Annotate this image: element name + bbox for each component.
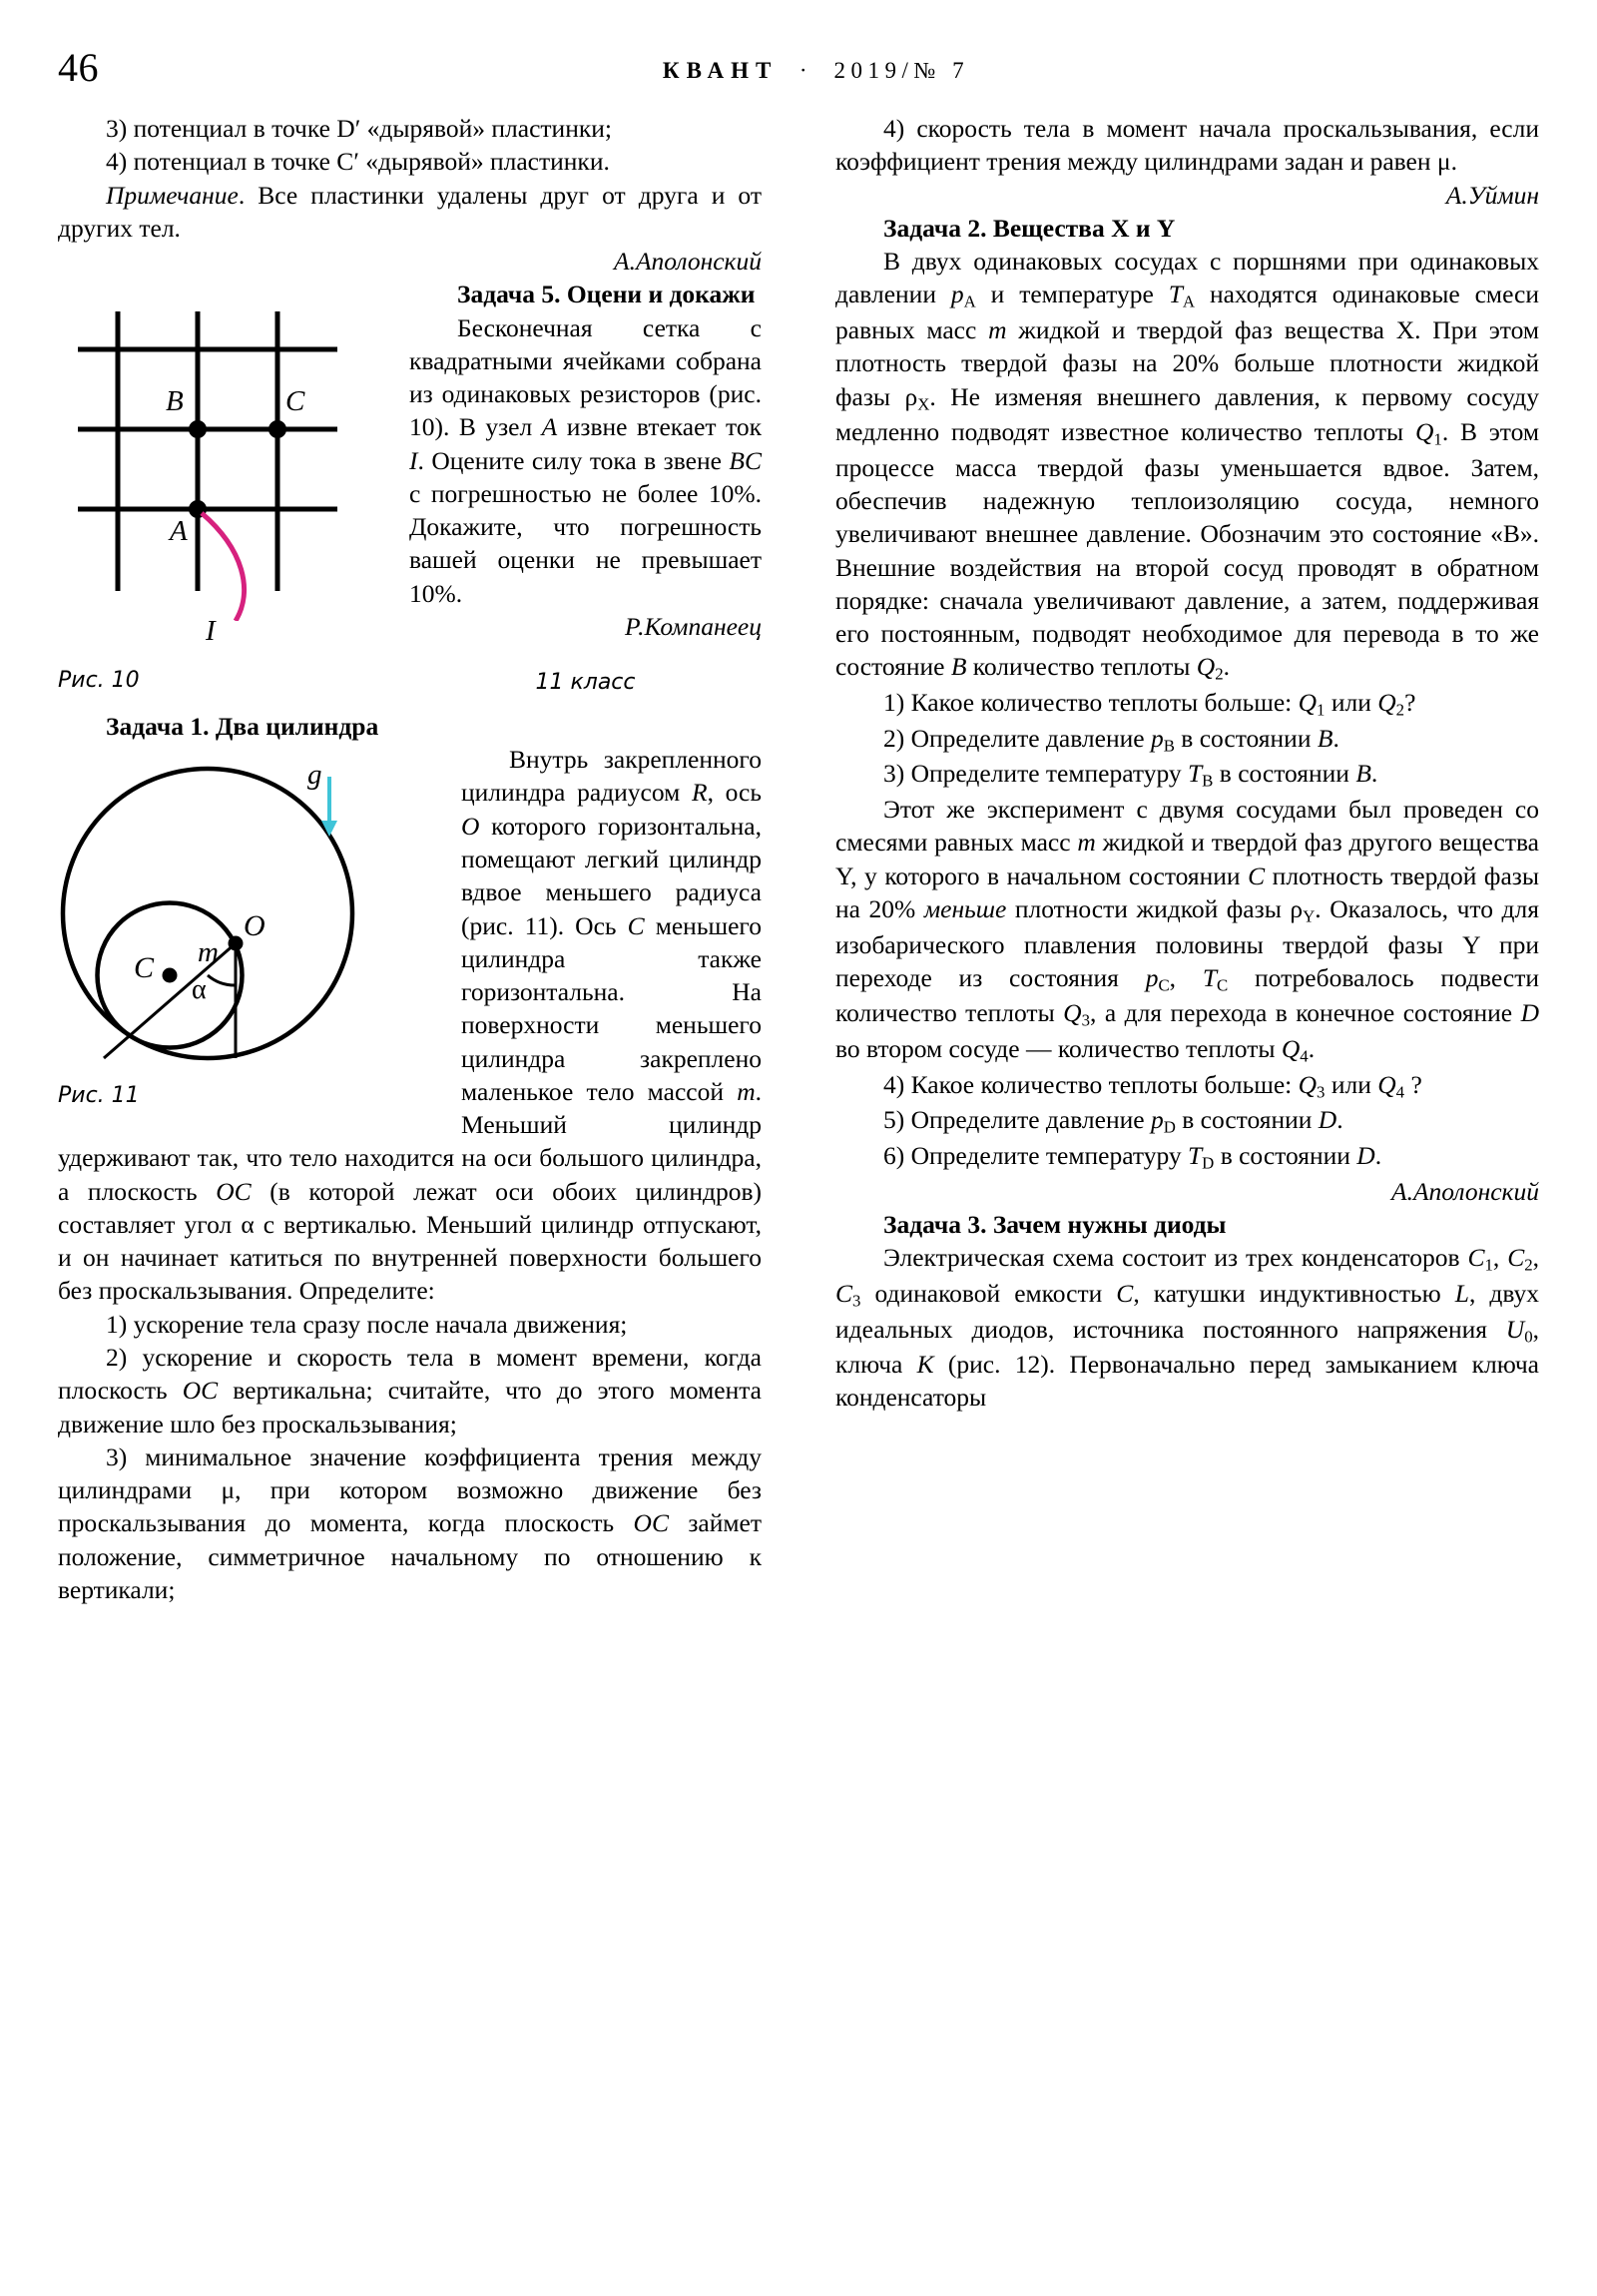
t1-seg-a: Внутрь закрепленного цилиндра радиусом bbox=[461, 745, 762, 808]
t2q1-sub-1: 1 bbox=[1317, 700, 1326, 720]
t2q3-b: в состоянии bbox=[1213, 759, 1356, 789]
t1-seg-b: , ось bbox=[707, 778, 762, 808]
t2q3-c: . bbox=[1370, 759, 1378, 789]
t2-sub-2: 2 bbox=[1215, 665, 1224, 685]
current-arrow bbox=[202, 513, 245, 621]
t2p2-c: плотность твердой фазы на 20% bbox=[835, 861, 1539, 923]
t2-var-B: B bbox=[950, 652, 967, 682]
t2q6-a: 6) Определите температуру bbox=[883, 1141, 1188, 1171]
t2p2-var-p: p bbox=[1145, 962, 1159, 992]
paragraph-item-4 bbox=[58, 145, 762, 178]
t3-sub-2: 2 bbox=[1524, 1255, 1533, 1275]
t1-seg-f: (в которой лежат оси обоих цилиндров) составляет угол bbox=[58, 1176, 763, 1239]
t3-sub-0: 0 bbox=[1524, 1327, 1533, 1347]
t2q3-a: 3) Определите температуру bbox=[883, 759, 1188, 789]
t5-seg1: Бесконечная сетка с квадратными ячейками собрана из одинаковых резисторов (рис. 10). В узел bbox=[409, 312, 762, 442]
label-m: m bbox=[198, 936, 219, 969]
t5-var-I: I bbox=[409, 445, 418, 475]
t2-sub-1: 1 bbox=[1433, 429, 1442, 449]
t2q4-a: 4) Какое количество теплоты больше: bbox=[883, 1069, 1299, 1099]
item-3-text: 3) потенциал в точке D′ «дырявой» пластинки; bbox=[106, 114, 612, 143]
t2-seg-e: . Не изменяя внешнего давления, к первому сосуду медленно подводят известное количество теплоты bbox=[835, 381, 1539, 447]
t5-seg2: извне втекает ток bbox=[557, 412, 762, 442]
t1-q2-a: 2) ускорение и скорость тела в момент времени, когда плоскость bbox=[58, 1343, 762, 1406]
label-A: A bbox=[170, 515, 188, 548]
grade-label: 11 класс bbox=[535, 670, 636, 696]
t3-e: , катушки индуктивностью bbox=[1133, 1278, 1455, 1308]
t3-c: , bbox=[1532, 1243, 1539, 1273]
t2-sub-A2: A bbox=[1182, 292, 1196, 312]
figure-11 bbox=[58, 749, 443, 1111]
t1-seg-d: меньшего цилиндра также горизонтальна. На поверхности меньшего цилиндра закреплено маленькое тело массой bbox=[461, 910, 762, 1106]
paragraph-note bbox=[58, 179, 762, 246]
t3-g: , ключа bbox=[835, 1314, 1539, 1380]
node-B bbox=[189, 420, 207, 438]
t2p2-emph-menshe: меньше bbox=[923, 893, 1007, 923]
task-1-question-2 bbox=[58, 1341, 762, 1440]
t2-seg-a: В двух одинаковых сосудах с поршнями при одинаковых давлении bbox=[835, 247, 1539, 309]
t1-var-OC-1: OC bbox=[216, 1176, 252, 1206]
t3-var-C2: C bbox=[1507, 1243, 1525, 1273]
t1-var-R: R bbox=[691, 778, 708, 808]
t2q6-b: в состоянии bbox=[1214, 1141, 1357, 1171]
task-3-paragraph-1 bbox=[835, 1241, 1539, 1415]
author-uymin: А.Уймин bbox=[1445, 180, 1539, 210]
t3-d: одинаковой емкости bbox=[860, 1278, 1117, 1308]
task-1-question-3 bbox=[58, 1440, 762, 1606]
t1-var-C: C bbox=[627, 910, 645, 940]
figure-11-graphic bbox=[58, 749, 413, 1078]
q4-b: . bbox=[1450, 147, 1457, 177]
task-2-question-6 bbox=[835, 1139, 1539, 1175]
q4-a: 4) скорость тела в момент начала проскальзывания, если коэффициент трения между цилиндрами задан и равен bbox=[835, 114, 1539, 177]
figure-10-caption: Рис. 10 bbox=[58, 668, 140, 694]
task-2-question-5 bbox=[835, 1103, 1539, 1139]
task-3-heading: Задача 3. Зачем нужны диоды bbox=[883, 1209, 1227, 1239]
t5-var-BC: BC bbox=[729, 445, 762, 475]
note-label: Примечание bbox=[106, 180, 239, 210]
t2p2-var-Q3: Q bbox=[1063, 998, 1082, 1028]
t5-var-A: A bbox=[541, 412, 558, 442]
t2q1-var-Q1: Q bbox=[1298, 688, 1318, 718]
task-5-heading: Задача 5. Оцени и докажи bbox=[457, 280, 756, 309]
t1-q3-var-OC: OC bbox=[633, 1508, 669, 1538]
t1-q1-text: 1) ускорение тела сразу после начала движения; bbox=[106, 1309, 628, 1339]
header-separator: · bbox=[798, 58, 812, 83]
t1-q3-a: 3) минимальное значение коэффициента трения между цилиндрами bbox=[58, 1441, 762, 1505]
task-2-heading: Задача 2. Вещества X и Y bbox=[883, 213, 1176, 243]
t2-sub-A1: A bbox=[963, 292, 976, 312]
t1-q3-c: займет положение, симметричное начальному по отношению к вертикали; bbox=[58, 1508, 762, 1604]
t2-sub-X: X bbox=[917, 394, 930, 414]
task-2-paragraph-2 bbox=[835, 793, 1539, 1068]
t3-b: , bbox=[1492, 1243, 1508, 1273]
label-C-center: C bbox=[134, 951, 155, 985]
t2q3-var-T: T bbox=[1187, 759, 1203, 789]
t2q4-sub-3: 3 bbox=[1317, 1082, 1326, 1102]
left-column bbox=[58, 112, 762, 1606]
running-head bbox=[188, 40, 1539, 84]
t1-q2-var-OC: OC bbox=[182, 1376, 219, 1406]
label-B: B bbox=[166, 385, 184, 418]
t5-seg4: с погрешностью не более 10%. Докажите, что погрешность вашей оценки не превышает 10%. bbox=[409, 478, 762, 608]
t2p2-h: , а для перехода в конечное состояние bbox=[1090, 998, 1521, 1028]
t3-var-C1: C bbox=[1467, 1243, 1485, 1273]
t1-var-O: O bbox=[461, 811, 480, 841]
author-kompaneets: Р.Компанеец bbox=[625, 611, 762, 641]
task-1-heading: Задача 1. Два цилиндра bbox=[106, 711, 379, 741]
t2p2-a: Этот же эксперимент с двумя сосудами был проведен со смесями равных масс bbox=[835, 795, 1539, 858]
t2p2-sub-3: 3 bbox=[1081, 1011, 1091, 1031]
t1-var-m: m bbox=[737, 1076, 756, 1106]
grid-lines bbox=[78, 311, 337, 591]
t2p2-var-Q4: Q bbox=[1281, 1034, 1301, 1064]
t3-sub-3: 3 bbox=[852, 1291, 861, 1311]
angle-alpha-arc bbox=[208, 975, 236, 985]
point-C bbox=[163, 968, 178, 983]
t2p2-var-C: C bbox=[1248, 861, 1266, 890]
t2p2-var-T: T bbox=[1202, 962, 1218, 992]
t2p2-sub-4: 4 bbox=[1300, 1046, 1309, 1066]
page-number: 46 bbox=[58, 45, 99, 90]
t2-seg-c: находятся одинаковые смеси равных масс bbox=[835, 280, 1539, 344]
t2q2-var-p: p bbox=[1150, 723, 1164, 753]
t2q6-var-D: D bbox=[1356, 1141, 1375, 1171]
t2-seg-h: . bbox=[1223, 652, 1230, 682]
t1-seg-g: с вертикалью. Меньший цилиндр отпускают, и он начинает катиться по внутренней поверхности большего без проскальзывания. Определите: bbox=[58, 1209, 762, 1306]
t2q6-c: . bbox=[1374, 1141, 1382, 1171]
t2q5-var-p: p bbox=[1150, 1105, 1164, 1135]
figure-11-caption: Рис. 11 bbox=[58, 1083, 140, 1109]
t2q3-var-B: B bbox=[1355, 759, 1371, 789]
t2q2-a: 2) Определите давление bbox=[883, 723, 1151, 753]
t3-var-K: K bbox=[916, 1350, 934, 1380]
t2q1-b: или bbox=[1325, 688, 1378, 718]
t2-var-rho: ρ bbox=[904, 381, 918, 411]
figure-10-graphic bbox=[58, 291, 357, 621]
t1-q2-b: вертикальна; считайте, что до этого момента движение шло без проскальзывания; bbox=[58, 1376, 762, 1438]
t3-var-L: L bbox=[1454, 1278, 1469, 1308]
label-C: C bbox=[285, 385, 305, 418]
t2p2-sub-C2: C bbox=[1217, 975, 1229, 995]
t1-q3-var-mu: μ bbox=[221, 1475, 236, 1505]
paragraph-item-3 bbox=[58, 112, 762, 145]
task-2-question-1 bbox=[835, 686, 1539, 722]
t2-var-T: T bbox=[1168, 280, 1183, 309]
t2p2-b: жидкой и твердой фаз другого вещества Y, у которого в начальном состоянии bbox=[835, 828, 1539, 890]
item-4-text: 4) потенциал в точке C′ «дырявой» пластинки. bbox=[106, 147, 610, 177]
task-2-paragraph-1 bbox=[835, 245, 1539, 686]
t2p2-e: . Оказалось, что для изобарического плавления половины твердой фазы Y при переходе из состояния bbox=[835, 893, 1539, 992]
t2q2-b: в состоянии bbox=[1174, 723, 1318, 753]
t2q5-a: 5) Определите давление bbox=[883, 1105, 1151, 1135]
t2-seg-g: количество теплоты bbox=[966, 652, 1197, 682]
t1-seg-c: которого горизонтальна, помещают легкий цилиндр вдвое меньшего радиуса (рис. 11). Ось bbox=[461, 811, 762, 940]
right-column bbox=[835, 112, 1539, 1415]
t3-var-U: U bbox=[1505, 1314, 1525, 1344]
task-2-question-2 bbox=[835, 722, 1539, 758]
node-C bbox=[268, 420, 286, 438]
t1-q3-b: , при котором возможно движение без проскальзывания до момента, когда плоскость bbox=[58, 1475, 762, 1538]
t2q5-sub-D: D bbox=[1163, 1118, 1176, 1138]
task-2-question-3 bbox=[835, 757, 1539, 793]
task-1-question-4 bbox=[835, 112, 1539, 179]
t2q1-a: 1) Какое количество теплоты больше: bbox=[883, 688, 1299, 718]
t2p2-var-rho: ρ bbox=[1290, 893, 1304, 923]
t3-f: , двух идеальных диодов, источника постоянного напряжения bbox=[835, 1278, 1540, 1344]
t2q5-var-D: D bbox=[1318, 1105, 1337, 1135]
t2q2-sub-B: B bbox=[1163, 736, 1175, 756]
t2-var-m: m bbox=[988, 314, 1007, 344]
t2p2-d: плотности жидкой фазы bbox=[1006, 893, 1291, 923]
t2q1-c: ? bbox=[1404, 688, 1416, 718]
t2q4-c: ? bbox=[1404, 1069, 1422, 1099]
t2p2-sub-Y: Y bbox=[1303, 906, 1316, 926]
label-g: g bbox=[307, 759, 322, 792]
issue-number: 2019/№ 7 bbox=[833, 58, 970, 83]
t2q5-c: . bbox=[1336, 1105, 1343, 1135]
t3-sub-1: 1 bbox=[1484, 1255, 1493, 1275]
journal-name: КВАНТ bbox=[662, 58, 779, 83]
t2-var-Q1: Q bbox=[1414, 417, 1434, 447]
t2-seg-b: и температуре bbox=[975, 280, 1169, 309]
t2q4-var-Q4: Q bbox=[1377, 1069, 1396, 1099]
t2q2-c: . bbox=[1332, 723, 1339, 753]
t2q3-sub-B: B bbox=[1202, 772, 1214, 792]
t2q1-sub-2: 2 bbox=[1395, 700, 1405, 720]
t2p2-var-D: D bbox=[1520, 998, 1539, 1028]
t1-seg-e: . Меньший цилиндр удерживают так, что тело находится на оси большого цилиндра, а плоскость bbox=[58, 1076, 762, 1206]
t2q4-var-Q3: Q bbox=[1298, 1069, 1318, 1099]
note-text: . Все пластинки удалены друг от друга и от других тел. bbox=[58, 180, 762, 243]
label-I: I bbox=[206, 615, 216, 648]
t2q1-var-Q2: Q bbox=[1377, 688, 1396, 718]
t2p2-g: потребовалось подвести количество теплоты bbox=[835, 962, 1540, 1028]
task-2-question-4 bbox=[835, 1068, 1539, 1104]
t5-seg3: . Оцените силу тока в звене bbox=[417, 445, 730, 475]
t3-h: (рис. 12). Первоначально перед замыканием ключа конденсаторы bbox=[835, 1350, 1539, 1413]
t2q4-b: или bbox=[1325, 1069, 1378, 1099]
label-alpha: α bbox=[192, 974, 207, 1006]
page-header bbox=[58, 40, 1539, 104]
t2p2-i: во втором сосуде — количество теплоты bbox=[835, 1034, 1282, 1064]
figure-10 bbox=[58, 291, 387, 696]
t2-seg-f: . В этом процессе масса твердой фазы уменьшается вдвое. Затем, обеспечив надежную теплоизоляцию сосуда, немного увеличивают внешнее давление. Обозначим это состояние «В». Внешние воздействия на второй сосуд проводят в обратном порядке: сначала увеличивают давление, а затем, поддерживая его постоянным, подводят необходимое для перевода в то же состояние bbox=[835, 417, 1539, 682]
label-O: O bbox=[244, 909, 266, 943]
q4-var-mu: μ bbox=[1436, 147, 1451, 177]
t3-var-C: C bbox=[1116, 1278, 1134, 1308]
author-apolonsky-2: А.Аполонский bbox=[1391, 1176, 1539, 1206]
t2p2-f: , bbox=[1169, 962, 1203, 992]
t2-var-p: p bbox=[950, 280, 964, 309]
t2p2-var-m: m bbox=[1077, 828, 1096, 858]
t3-a: Электрическая схема состоит из трех конденсаторов bbox=[883, 1243, 1468, 1273]
t2p2-j: . bbox=[1308, 1034, 1316, 1064]
t2q2-var-B: B bbox=[1317, 723, 1333, 753]
t3-var-C3: C bbox=[835, 1278, 853, 1308]
t1-var-alpha: α bbox=[241, 1209, 255, 1239]
t2-var-Q2: Q bbox=[1196, 652, 1216, 682]
author-apolonsky-1: А.Аполонский bbox=[614, 247, 762, 277]
t2q4-sub-4: 4 bbox=[1395, 1082, 1405, 1102]
t2q5-b: в состоянии bbox=[1175, 1105, 1319, 1135]
two-column-body bbox=[58, 112, 1539, 2288]
point-O bbox=[229, 936, 244, 951]
t2q6-var-T: T bbox=[1187, 1141, 1203, 1171]
t2p2-sub-C1: C bbox=[1158, 975, 1170, 995]
t2-seg-d: жидкой и твердой фаз вещества X. При этом плотность твердой фазы на 20% больше плотности жидкой фазы bbox=[835, 314, 1540, 411]
t2q6-sub-D: D bbox=[1202, 1153, 1215, 1173]
task-1-question-1 bbox=[58, 1308, 762, 1341]
